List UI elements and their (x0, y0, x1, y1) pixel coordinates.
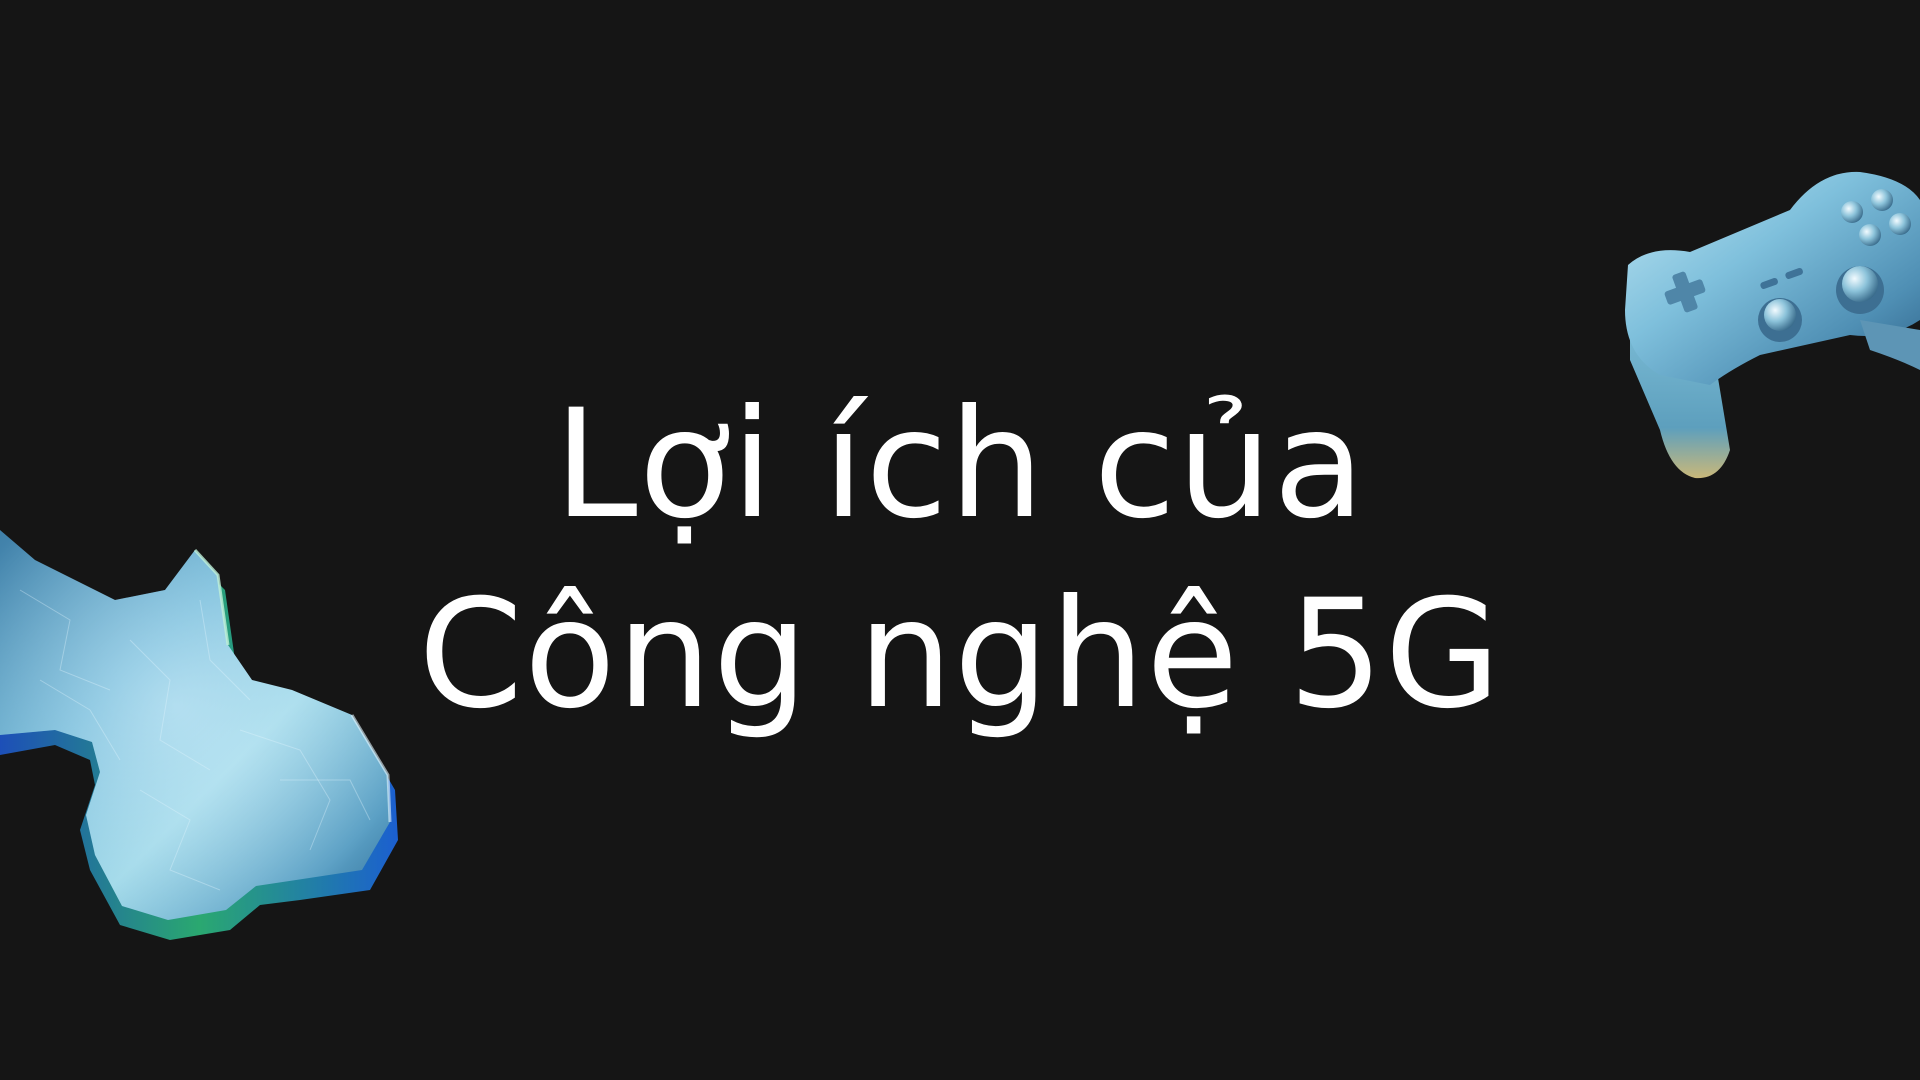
slide-title (0, 370, 1920, 750)
title-line-2: Công nghệ 5G (418, 568, 1502, 742)
title-line-1: Lợi ích của (553, 378, 1367, 552)
